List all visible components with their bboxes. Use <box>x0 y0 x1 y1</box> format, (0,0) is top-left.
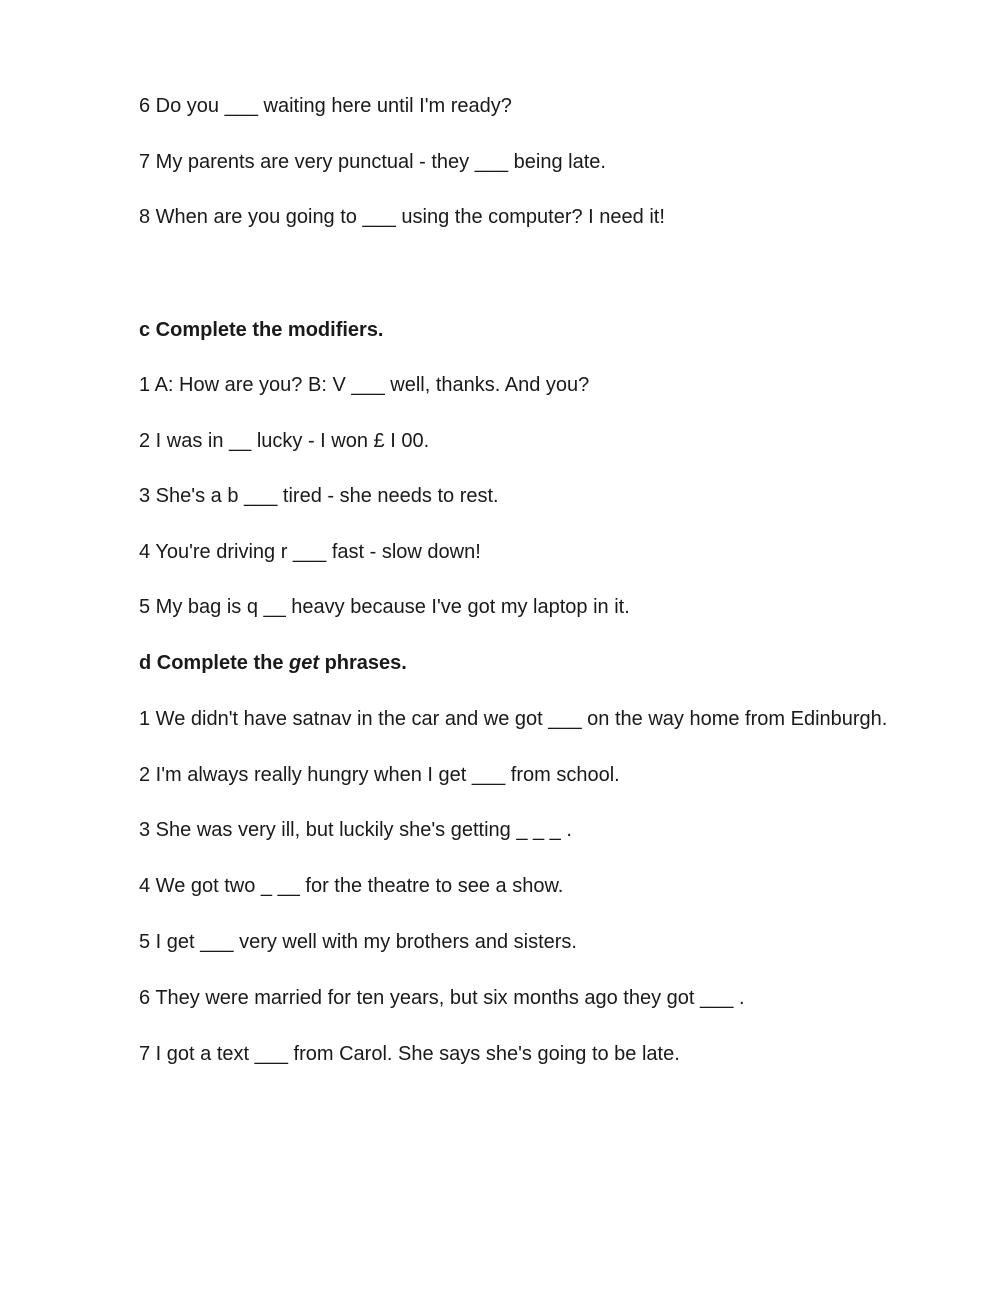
exercise-d-item-1: 1 We didn't have satnav in the car and we got ___ on the way home from Edinburgh. <box>139 708 888 730</box>
section-d-heading-prefix: d Complete the <box>139 652 290 674</box>
exercise-b-item-8: 8 When are you going to ___ using the computer? I need it! <box>139 206 665 228</box>
exercise-c-item-1: 1 A: How are you? B: V ___ well, thanks. And you? <box>139 374 590 396</box>
exercise-d-item-5: 5 I get ___ very well with my brothers and sisters. <box>139 931 577 953</box>
exercise-d-item-2: 2 I'm always really hungry when I get ___ from school. <box>139 764 620 786</box>
exercise-c-item-3: 3 She's a b ___ tired - she needs to rest. <box>139 485 499 507</box>
exercise-c-item-5: 5 My bag is q __ heavy because I've got my laptop in it. <box>139 596 630 618</box>
section-d-heading-emphasis: get <box>289 652 320 674</box>
section-d-heading <box>139 651 407 675</box>
section-c-heading: c Complete the modifiers. <box>139 319 384 341</box>
exercise-c-item-2: 2 I was in __ lucky - I won £ I 00. <box>139 430 430 452</box>
exercise-b-item-7: 7 My parents are very punctual - they ___ being late. <box>139 151 606 173</box>
section-d-heading-suffix: phrases. <box>319 652 407 674</box>
exercise-d-item-3: 3 She was very ill, but luckily she's getting _ _ _ . <box>139 819 572 841</box>
exercise-d-item-6: 6 They were married for ten years, but six months ago they got ___ . <box>139 987 745 1009</box>
exercise-d-item-7: 7 I got a text ___ from Carol. She says she's going to be late. <box>139 1043 680 1065</box>
exercise-b-item-6: 6 Do you ___ waiting here until I'm ready? <box>139 95 512 117</box>
exercise-c-item-4: 4 You're driving r ___ fast - slow down! <box>139 541 481 563</box>
exercise-d-item-4: 4 We got two _ __ for the theatre to see a show. <box>139 875 564 897</box>
